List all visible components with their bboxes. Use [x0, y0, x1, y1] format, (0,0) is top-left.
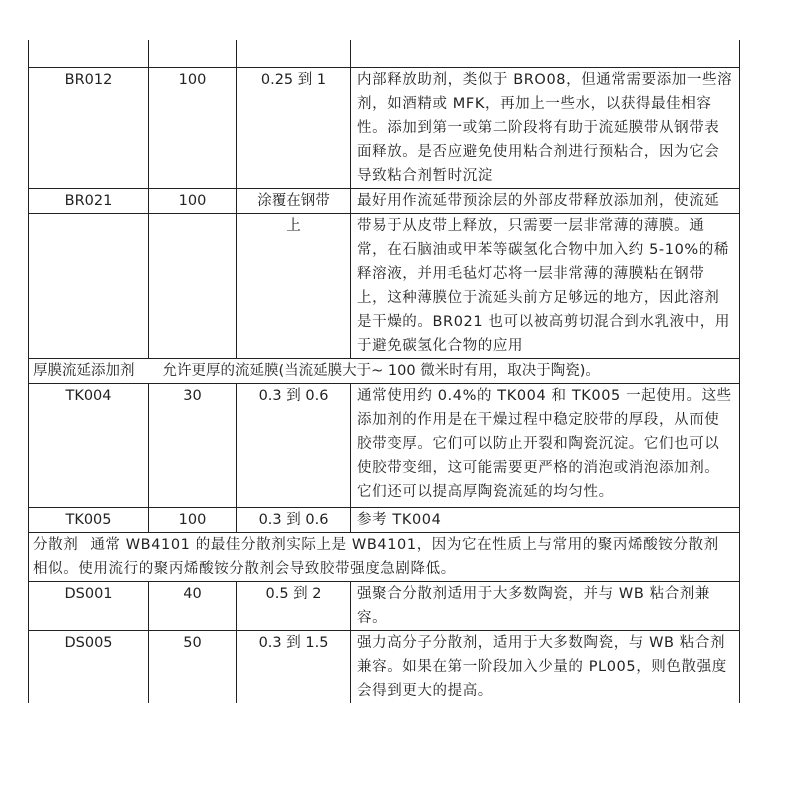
table-row [29, 384, 740, 508]
code-cell: TK004 [29, 384, 149, 508]
value-cell: 40 [149, 582, 237, 631]
table-row [29, 508, 740, 533]
value-cell: 100 [149, 508, 237, 533]
range-cell: 0.3 到 0.6 [237, 384, 351, 508]
description-cell: 通常使用约 0.4%的 TK004 和 TK005 一起使用。这些添加剂的作用是在干燥过程中稳定胶带的厚段，从而使胶带变厚。它们可以防止开裂和陶瓷沉淀。它们也可以使胶带变细，这可能需要更严格的消泡或消泡添加剂。它们还可以提高厚陶瓷流延的均匀性。 [351, 384, 740, 508]
range-cell: 0.3 到 1.5 [237, 631, 351, 704]
code-cell: BR012 [29, 68, 149, 189]
section-text: 通常 WB4101 的最佳分散剂实际上是 WB4101，因为它在性质上与常用的聚丙烯酸铵分散剂相似。使用流行的聚丙烯酸铵分散剂会导致胶带强度急剧降低。 [33, 537, 719, 577]
description-cell: 带易于从皮带上释放，只需要一层非常薄的薄膜。通常，在石脑油或甲苯等碳氢化合物中加入约 5-10%的稀释溶液，并用毛毡灯芯将一层非常薄的薄膜粘在钢带上，这种薄膜位于流延头前方足够远的地方，因此溶剂是干燥的。BR021 也可以被高剪切混合到水乳液中，用于避免碳氢化合物的应用 [351, 214, 740, 359]
code-cell: DS005 [29, 631, 149, 704]
value-cell: 30 [149, 384, 237, 508]
section-title: 分散剂 [33, 537, 79, 553]
description-cell: 强聚合分散剂适用于大多数陶瓷，并与 WB 粘合剂兼容。 [351, 582, 740, 631]
description-cell: 最好用作流延带预涂层的外部皮带释放添加剂，使流延 [351, 189, 740, 214]
table-row [29, 582, 740, 631]
section-row [29, 533, 740, 582]
table-row [29, 189, 740, 214]
table-row [29, 214, 740, 359]
range-cell: 上 [237, 214, 351, 359]
code-cell: TK005 [29, 508, 149, 533]
code-cell: BR021 [29, 189, 149, 214]
table-row [29, 68, 740, 189]
table-row [29, 40, 740, 68]
range-cell: 0.5 到 2 [237, 582, 351, 631]
additives-table [28, 40, 740, 703]
range-cell: 0.3 到 0.6 [237, 508, 351, 533]
section-text: 允许更厚的流延膜(当流延膜大于~ 100 微米时有用，取决于陶瓷)。 [162, 363, 600, 379]
section-row [29, 359, 740, 384]
description-cell: 强力高分子分散剂，适用于大多数陶瓷，与 WB 粘合剂兼容。如果在第一阶段加入少量的 PL005，则色散强度会得到更大的提高。 [351, 631, 740, 704]
table-row [29, 631, 740, 704]
description-cell: 内部释放助剂，类似于 BRO08，但通常需要添加一些溶剂，如酒精或 MFK，再加上一些水，以获得最佳相容性。添加到第一或第二阶段将有助于流延膜带从钢带表面释放。是否应避免使用粘合剂进行预粘合，因为它会导致粘合剂暂时沉淀 [351, 68, 740, 189]
description-cell: 参考 TK004 [351, 508, 740, 533]
code-cell: DS001 [29, 582, 149, 631]
value-cell: 100 [149, 189, 237, 214]
value-cell: 100 [149, 68, 237, 189]
value-cell: 50 [149, 631, 237, 704]
section-title: 厚膜流延添加剂 [33, 363, 135, 379]
range-cell: 涂覆在钢带 [237, 189, 351, 214]
range-cell: 0.25 到 1 [237, 68, 351, 189]
